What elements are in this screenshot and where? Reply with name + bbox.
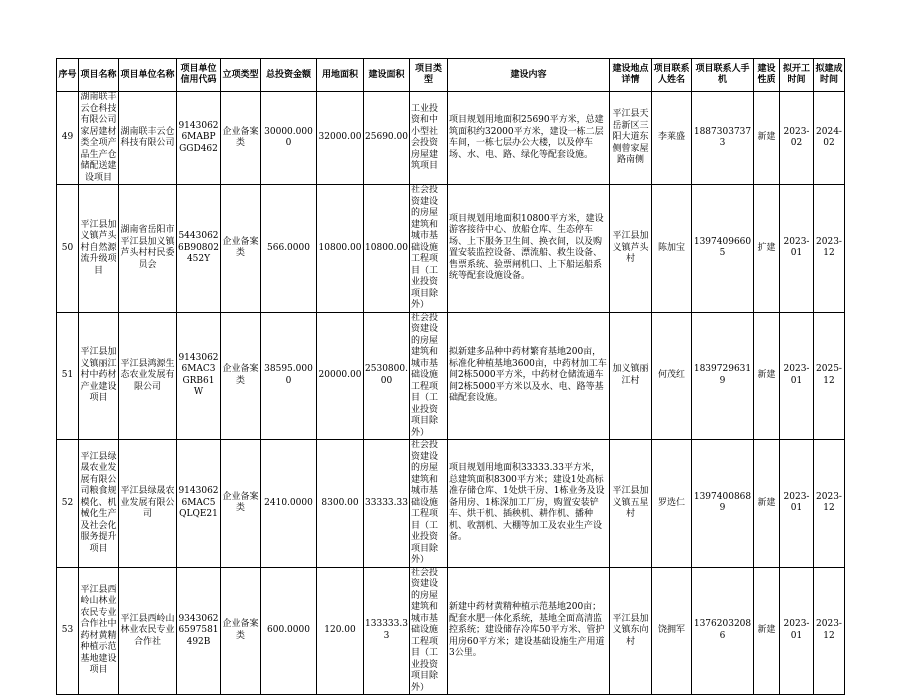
end-date: 2025-12	[814, 312, 845, 440]
total-investment: 38595.0000	[261, 312, 317, 440]
building-area: 10800.00	[364, 185, 410, 313]
construction-content: 项目规划用地面积25690平方米，总建筑面积约32000平方米，建设一栋二层车间，一栋七层办公大楼，以及停车场、水、电、路、绿化等配套设施。	[448, 92, 610, 185]
construction-nature: 新建	[754, 567, 780, 695]
start-date: 2023-01	[780, 312, 814, 440]
project-unit: 湖南联丰云仓科技有限公司	[119, 92, 177, 185]
approval-type: 企业备案类	[221, 92, 261, 185]
total-investment: 600.0000	[261, 567, 317, 695]
table-row	[57, 185, 845, 313]
row-number: 53	[57, 567, 79, 695]
building-area: 33333.33	[364, 440, 410, 568]
row-number: 49	[57, 92, 79, 185]
credit-code: 91430626MABPGGD462	[177, 92, 221, 185]
row-number: 52	[57, 440, 79, 568]
credit-code: 91430626MAC5QLQE21	[177, 440, 221, 568]
start-date: 2023-01	[780, 567, 814, 695]
credit-code: 91430626MAC3GRB61W	[177, 312, 221, 440]
start-date: 2023-01	[780, 440, 814, 568]
contact-name: 罗选仁	[652, 440, 692, 568]
header-cell: 用地面积	[317, 59, 364, 92]
credit-code: 54430626B90802452Y	[177, 185, 221, 313]
construction-nature: 新建	[754, 92, 780, 185]
header-cell: 总投资金额	[261, 59, 317, 92]
header-cell: 序号	[57, 59, 79, 92]
start-date: 2023-02	[780, 92, 814, 185]
contact-name: 陈加宝	[652, 185, 692, 313]
land-area: 10800.00	[317, 185, 364, 313]
header-cell: 项目类型	[410, 59, 448, 92]
contact-phone: 18873037373	[692, 92, 754, 185]
contact-name: 李莱盛	[652, 92, 692, 185]
land-area: 20000.00	[317, 312, 364, 440]
project-name: 平江县加义镇芦头村自然源流升级项目	[79, 185, 119, 313]
table-row	[57, 92, 845, 185]
header-cell: 建设面积	[364, 59, 410, 92]
total-investment: 2410.0000	[261, 440, 317, 568]
project-type: 社会投资建设的房屋建筑和城市基础设施工程项目（工业投资项目除外）	[410, 567, 448, 695]
header-cell: 项目名称	[79, 59, 119, 92]
project-unit: 平江县鸿源生态农业发展有限公司	[119, 312, 177, 440]
end-date: 2023-12	[814, 185, 845, 313]
project-unit: 湖南省岳阳市平江县加义镇芦头村村民委员会	[119, 185, 177, 313]
row-number: 51	[57, 312, 79, 440]
project-type: 工业投资和中小型社会投资房屋建筑项目	[410, 92, 448, 185]
header-cell: 建设性质	[754, 59, 780, 92]
building-area: 2530800.00	[364, 312, 410, 440]
construction-place: 平江县天岳新区三阳大道东侧曾家屋路南侧	[610, 92, 652, 185]
contact-phone: 18397296319	[692, 312, 754, 440]
approval-type: 企业备案类	[221, 567, 261, 695]
project-name: 平江县绿晟农业发展有限公司粮食规模化、机械化生产及社会化服务提升项目	[79, 440, 119, 568]
contact-name: 饶拥军	[652, 567, 692, 695]
construction-place: 加义镇丽江村	[610, 312, 652, 440]
end-date: 2023-12	[814, 440, 845, 568]
construction-content: 新建中药材黄精种植示范基地200亩；配套水肥一体化系统，基地全面高清监控系统；建设储存冷库50平方米、管护用房60平方米；建设基础设施生产用道3公里。	[448, 567, 610, 695]
project-name: 平江县西岭山林业农民专业合作社中药材黄精种植示范基地建设项目	[79, 567, 119, 695]
construction-content: 拟新建多品种中药材繁育基地200亩，标准化种植基地3600亩，中药材加工车间2栋5000平方米，中药材仓储流通车间2栋5000平方米以及水、电、路等基础配套设施。	[448, 312, 610, 440]
table-row	[57, 440, 845, 568]
header-cell: 拟建成时间	[814, 59, 845, 92]
header-cell: 项目单位信用代码	[177, 59, 221, 92]
contact-phone: 13974008689	[692, 440, 754, 568]
start-date: 2023-01	[780, 185, 814, 313]
approval-type: 企业备案类	[221, 440, 261, 568]
contact-name: 何茂红	[652, 312, 692, 440]
land-area: 32000.00	[317, 92, 364, 185]
land-area: 8300.00	[317, 440, 364, 568]
construction-place: 平江县加义镇芦头村	[610, 185, 652, 313]
construction-place: 平江县加义镇东向村	[610, 567, 652, 695]
project-type: 社会投资建设的房屋建筑和城市基础设施工程项目（工业投资项目除外）	[410, 185, 448, 313]
header-cell: 项目联系人手机	[692, 59, 754, 92]
header-row	[57, 59, 845, 92]
project-name: 平江县加义镇丽江村中药材产业建设项目	[79, 312, 119, 440]
contact-phone: 13762032086	[692, 567, 754, 695]
building-area: 133333.33	[364, 567, 410, 695]
project-type: 社会投资建设的房屋建筑和城市基础设施工程项目（工业投资项目除外）	[410, 312, 448, 440]
header-cell: 建设内容	[448, 59, 610, 92]
project-name: 湖南联丰云仓科技有限公司家居建材类全项产品生产仓储配送建设项目	[80, 92, 117, 183]
table-row	[57, 567, 845, 695]
construction-nature: 扩建	[754, 185, 780, 313]
header-cell: 项目联系人姓名	[652, 59, 692, 92]
header-cell: 拟开工时间	[780, 59, 814, 92]
credit-code: 93430626597581492B	[177, 567, 221, 695]
construction-content: 项目规划用地面积33333.33平方米，总建筑面积8300平方米；建设1处高标准存储仓库、1处烘干房、1栋业务及设备用房、1栋深加工厂房，购置安装铲车、烘干机、插秧机、耕作机、播种机、收割机、大棚等加工及农业生产设备。	[448, 440, 610, 568]
total-investment: 30000.0000	[261, 92, 317, 185]
header-cell: 立项类型	[221, 59, 261, 92]
construction-content: 项目规划用地面积10800平方米，建设游客接待中心、放船仓库、生态停车场、上下服务卫生间、换衣间，以及购置安装监控设备、漂流船、救生设备、售票系统、验票闸机口、上下船运船系统等配套设施设备。	[448, 185, 610, 313]
table-row	[57, 312, 845, 440]
row-number: 50	[57, 185, 79, 313]
end-date: 2023-12	[814, 567, 845, 695]
approval-type: 企业备案类	[221, 312, 261, 440]
land-area: 120.00	[317, 567, 364, 695]
construction-place: 平江县加义镇五星村	[610, 440, 652, 568]
end-date: 2024-02	[814, 92, 845, 185]
header-cell: 项目单位名称	[119, 59, 177, 92]
construction-nature: 新建	[754, 312, 780, 440]
project-unit: 平江县绿晟农业发展有限公司	[119, 440, 177, 568]
header-cell: 建设地点详情	[610, 59, 652, 92]
project-type: 社会投资建设的房屋建筑和城市基础设施工程项目（工业投资项目除外）	[410, 440, 448, 568]
construction-nature: 新建	[754, 440, 780, 568]
approval-type: 企业备案类	[221, 185, 261, 313]
building-area: 25690.00	[364, 92, 410, 185]
project-unit: 平江县西岭山林业农民专业合作社	[119, 567, 177, 695]
contact-phone: 13974096605	[692, 185, 754, 313]
project-table	[56, 58, 845, 695]
total-investment: 566.0000	[261, 185, 317, 313]
